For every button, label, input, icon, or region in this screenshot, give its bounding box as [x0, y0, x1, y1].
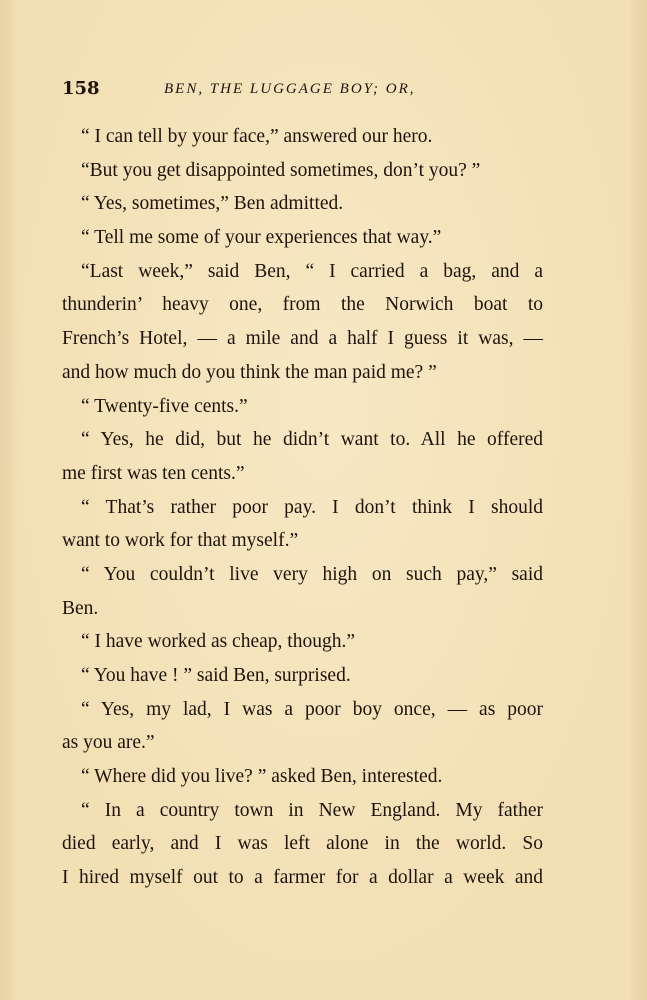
- text-line: me first was ten cents.”: [62, 462, 245, 484]
- text-line: I hired myself out to a farmer for a dollar a week and: [62, 867, 543, 889]
- text-line: “ In a country town in New England. My father: [81, 799, 543, 821]
- text-line: want to work for that myself.”: [62, 530, 299, 552]
- text-line: “ I have worked as cheap, though.”: [81, 631, 355, 653]
- text-line: “ Yes, sometimes,” Ben admitted.: [81, 193, 344, 215]
- text-line: “ Yes, my lad, I was a poor boy once, — as poor: [81, 698, 543, 720]
- page-header: [62, 76, 542, 102]
- text-line: died early, and I was left alone in the world. So: [62, 833, 543, 855]
- text-line: Ben.: [62, 597, 99, 619]
- text-line: “But you get disappointed sometimes, don’t you? ”: [81, 159, 481, 181]
- text-line: French’s Hotel, — a mile and a half I guess it was, —: [62, 328, 543, 350]
- text-line: “ Where did you live? ” asked Ben, interested.: [81, 766, 443, 788]
- text-line: “ I can tell by your face,” answered our hero.: [81, 126, 433, 147]
- text-line: “Last week,” said Ben, “ I carried a bag, and a: [81, 260, 543, 282]
- text-line: thunderin’ heavy one, from the Norwich boat to: [62, 294, 543, 316]
- text-line: “ You couldn’t live very high on such pay,” said: [81, 563, 543, 585]
- text-line: “ Yes, he did, but he didn’t want to. All he offered: [81, 429, 543, 451]
- text-line: “ You have ! ” said Ben, surprised.: [81, 665, 351, 686]
- text-line: “ Twenty-five cents.”: [81, 395, 248, 417]
- text-line: as you are.”: [62, 732, 155, 754]
- text-line: “ Tell me some of your experiences that way.”: [81, 227, 442, 249]
- body-text: [62, 120, 543, 895]
- running-head: BEN, THE LUGGAGE BOY; OR,: [164, 81, 416, 97]
- text-line: “ That’s rather poor pay. I don’t think I should: [81, 496, 543, 518]
- page-number: 158: [62, 78, 100, 99]
- text-line: and how much do you think the man paid me? ”: [62, 361, 437, 383]
